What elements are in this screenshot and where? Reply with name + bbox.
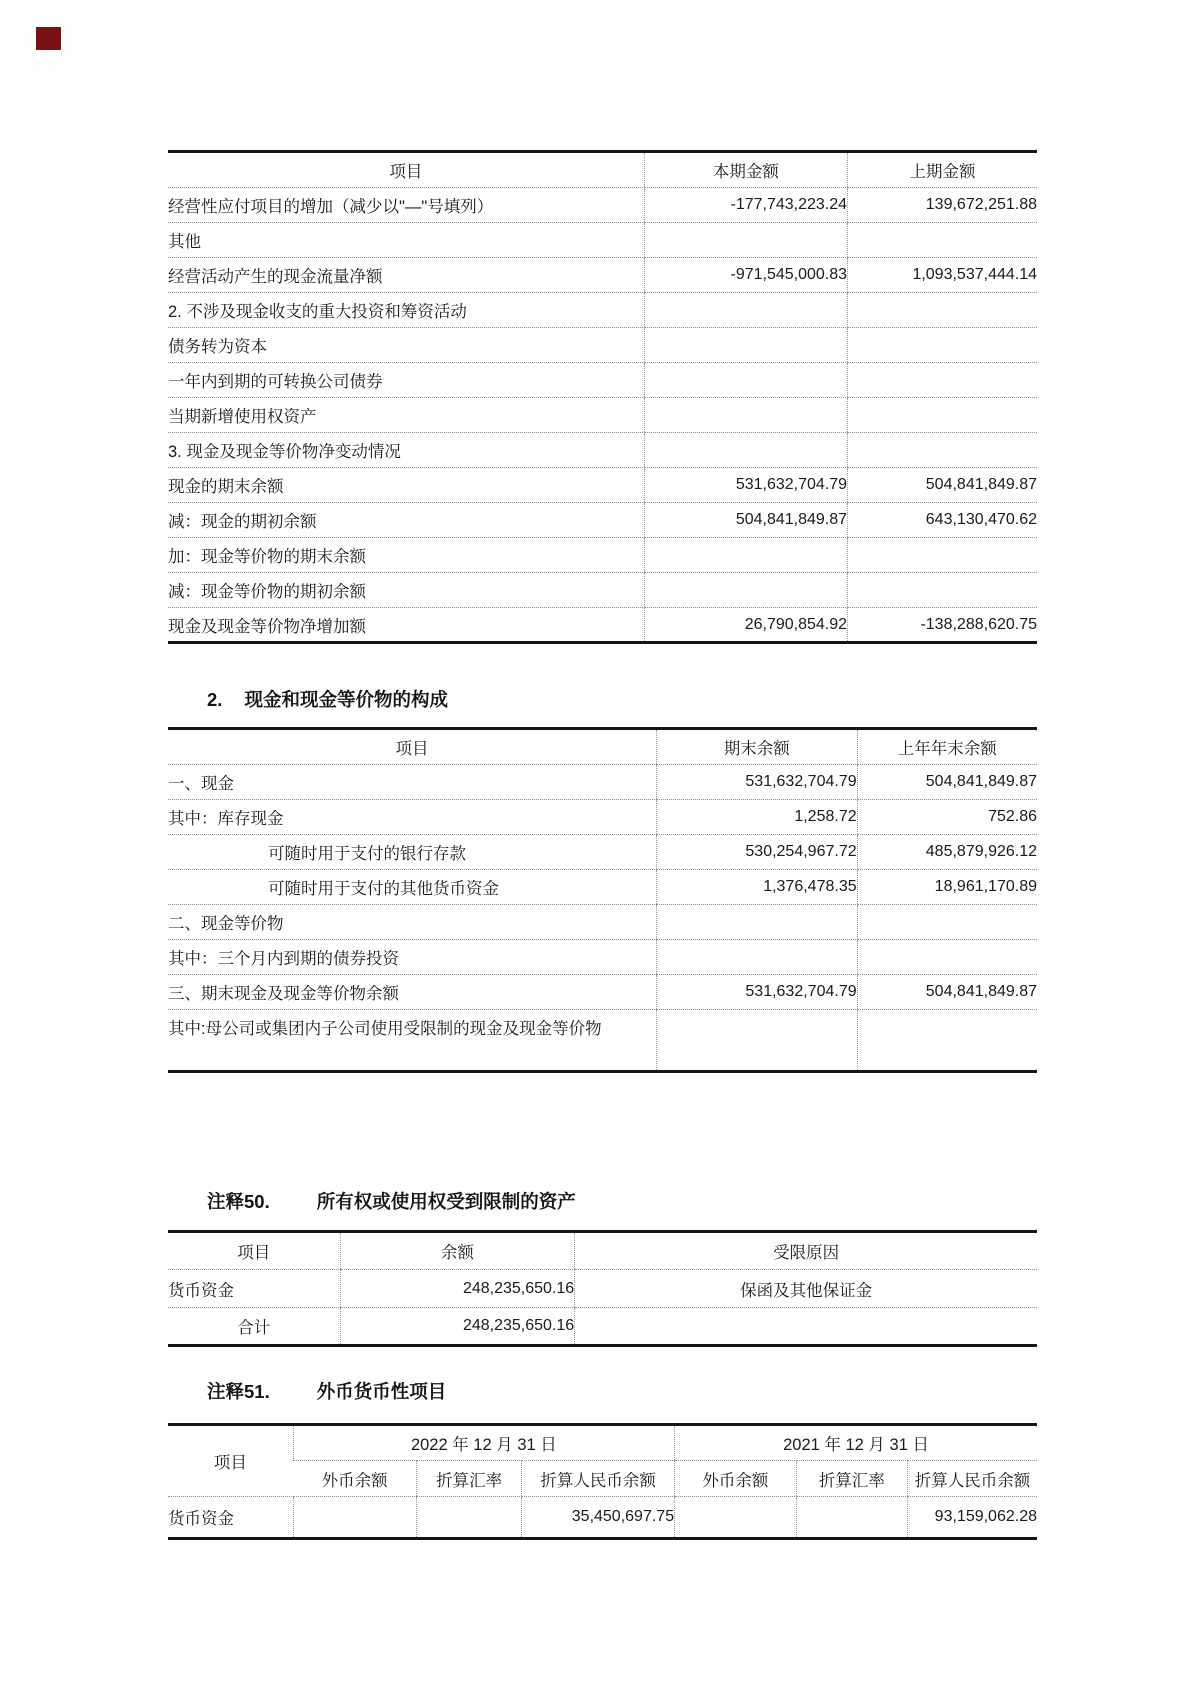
cash-composition-table [168,727,1037,1073]
header-item: 项目 [168,729,656,765]
prior-amount-cell: 1,093,537,444.14 [848,258,1037,293]
prior-balance-cell: 504,841,849.87 [857,975,1037,1010]
table-row [168,905,1037,940]
current-amount-cell [644,293,847,328]
header-rmb-balance-2022: 折算人民币余额 [522,1461,675,1497]
table-row [168,835,1037,870]
exchange-rate-2021-cell [796,1497,907,1539]
table-header-row [168,1425,1037,1461]
total-label-cell: 合计 [168,1308,340,1346]
header-exchange-rate-2022: 折算汇率 [417,1461,522,1497]
balance-cell: 248,235,650.16 [340,1270,575,1308]
table-row [168,223,1037,258]
item-cell: 可随时用于支付的银行存款 [168,835,656,870]
current-amount-cell [644,433,847,468]
header-fc-balance-2021: 外币余额 [675,1461,797,1497]
ending-balance-cell: 1,258.72 [656,800,857,835]
current-amount-cell: 531,632,704.79 [644,468,847,503]
note-number: 注释51. [207,1381,270,1402]
section-heading-cash-composition [207,686,448,712]
current-amount-cell: -177,743,223.24 [644,188,847,223]
table-row [168,188,1037,223]
item-cell: 可随时用于支付的其他货币资金 [168,870,656,905]
header-exchange-rate-2021: 折算汇率 [796,1461,907,1497]
current-amount-cell: 26,790,854.92 [644,608,847,643]
prior-balance-cell [857,1010,1037,1072]
table-row [168,1010,1037,1072]
ending-balance-cell: 531,632,704.79 [656,765,857,800]
prior-amount-cell [848,538,1037,573]
prior-balance-cell: 504,841,849.87 [857,765,1037,800]
prior-amount-cell: 139,672,251.88 [848,188,1037,223]
item-cell: 其中：库存现金 [168,800,656,835]
item-cell: 当期新增使用权资产 [168,398,644,433]
header-date-2021: 2021 年 12 月 31 日 [675,1425,1037,1461]
note-number: 注释50. [207,1191,270,1212]
red-scan-mark [36,27,61,50]
ending-balance-cell [656,1010,857,1072]
item-cell: 其中：三个月内到期的债券投资 [168,940,656,975]
prior-balance-cell [857,940,1037,975]
table-row [168,538,1037,573]
table-row [168,328,1037,363]
fc-balance-2021-cell [675,1497,797,1539]
item-cell: 二、现金等价物 [168,905,656,940]
header-ending-balance: 期末余额 [656,729,857,765]
prior-amount-cell: 504,841,849.87 [848,468,1037,503]
reason-cell [575,1308,1037,1346]
note-title: 所有权或使用权受到限制的资产 [316,1191,576,1212]
table-row [168,1270,1037,1308]
item-cell: 其他 [168,223,644,258]
table-row [168,765,1037,800]
prior-balance-cell: 18,961,170.89 [857,870,1037,905]
section-number: 2. [207,689,223,710]
current-amount-cell [644,573,847,608]
table-header-row [168,1232,1037,1270]
table-header-row [168,152,1037,188]
note51-heading [207,1378,446,1404]
table-row [168,800,1037,835]
table-row [168,503,1037,538]
header-item: 项目 [168,152,644,188]
exchange-rate-2022-cell [417,1497,522,1539]
prior-amount-cell [848,573,1037,608]
header-prior-year-balance: 上年年末余额 [857,729,1037,765]
item-cell: 一年内到期的可转换公司债券 [168,363,644,398]
current-amount-cell: -971,545,000.83 [644,258,847,293]
prior-amount-cell [848,328,1037,363]
item-cell: 经营性应付项目的增加（减少以"—"号填列） [168,188,644,223]
prior-amount-cell [848,363,1037,398]
table-row [168,608,1037,643]
note-title: 外币货币性项目 [316,1381,447,1402]
item-cell: 三、期末现金及现金等价物余额 [168,975,656,1010]
table-row [168,1497,1037,1539]
prior-balance-cell [857,905,1037,940]
item-cell: 其中:母公司或集团内子公司使用受限制的现金及现金等价物 [168,1010,656,1072]
table-row [168,975,1037,1010]
current-amount-cell [644,328,847,363]
prior-amount-cell: -138,288,620.75 [848,608,1037,643]
prior-amount-cell: 643,130,470.62 [848,503,1037,538]
header-restriction-reason: 受限原因 [575,1232,1037,1270]
header-prior-amount: 上期金额 [848,152,1037,188]
table-row [168,363,1037,398]
item-cell: 减：现金等价物的期初余额 [168,573,644,608]
prior-amount-cell [848,398,1037,433]
item-cell: 2. 不涉及现金收支的重大投资和筹资活动 [168,293,644,328]
total-balance-cell: 248,235,650.16 [340,1308,575,1346]
rmb-balance-2021-cell: 93,159,062.28 [907,1497,1037,1539]
table-row [168,398,1037,433]
header-balance: 余额 [340,1232,575,1270]
header-rmb-balance-2021: 折算人民币余额 [907,1461,1037,1497]
ending-balance-cell: 1,376,478.35 [656,870,857,905]
header-current-amount: 本期金额 [644,152,847,188]
ending-balance-cell [656,905,857,940]
rmb-balance-2022-cell: 35,450,697.75 [522,1497,675,1539]
prior-amount-cell [848,433,1037,468]
table-row [168,870,1037,905]
foreign-currency-items-table [168,1423,1037,1540]
table-header-row [168,729,1037,765]
item-cell: 3. 现金及现金等价物净变动情况 [168,433,644,468]
table-row [168,940,1037,975]
header-fc-balance-2022: 外币余额 [293,1461,416,1497]
current-amount-cell: 504,841,849.87 [644,503,847,538]
item-cell: 货币资金 [168,1270,340,1308]
item-cell: 经营活动产生的现金流量净额 [168,258,644,293]
header-date-2022: 2022 年 12 月 31 日 [293,1425,674,1461]
item-cell: 债务转为资本 [168,328,644,363]
table-row [168,468,1037,503]
prior-amount-cell [848,293,1037,328]
current-amount-cell [644,398,847,433]
section-title: 现金和现金等价物的构成 [244,689,448,710]
item-cell: 货币资金 [168,1497,293,1539]
table-row [168,573,1037,608]
table-row [168,293,1037,328]
header-item: 项目 [168,1425,293,1497]
item-cell: 加：现金等价物的期末余额 [168,538,644,573]
reason-cell: 保函及其他保证金 [575,1270,1037,1308]
item-cell: 现金的期末余额 [168,468,644,503]
restricted-assets-table [168,1230,1037,1347]
table-row [168,433,1037,468]
prior-balance-cell: 485,879,926.12 [857,835,1037,870]
table-row [168,1308,1037,1346]
note50-heading [207,1188,576,1214]
cashflow-supplement-table [168,150,1037,644]
item-cell: 现金及现金等价物净增加额 [168,608,644,643]
current-amount-cell [644,223,847,258]
header-item: 项目 [168,1232,340,1270]
current-amount-cell [644,538,847,573]
prior-amount-cell [848,223,1037,258]
item-cell: 减：现金的期初余额 [168,503,644,538]
table-subheader-row [168,1461,1037,1497]
current-amount-cell [644,363,847,398]
ending-balance-cell: 531,632,704.79 [656,975,857,1010]
prior-balance-cell: 752.86 [857,800,1037,835]
item-cell: 一、现金 [168,765,656,800]
ending-balance-cell [656,940,857,975]
table-row [168,258,1037,293]
ending-balance-cell: 530,254,967.72 [656,835,857,870]
fc-balance-2022-cell [293,1497,416,1539]
